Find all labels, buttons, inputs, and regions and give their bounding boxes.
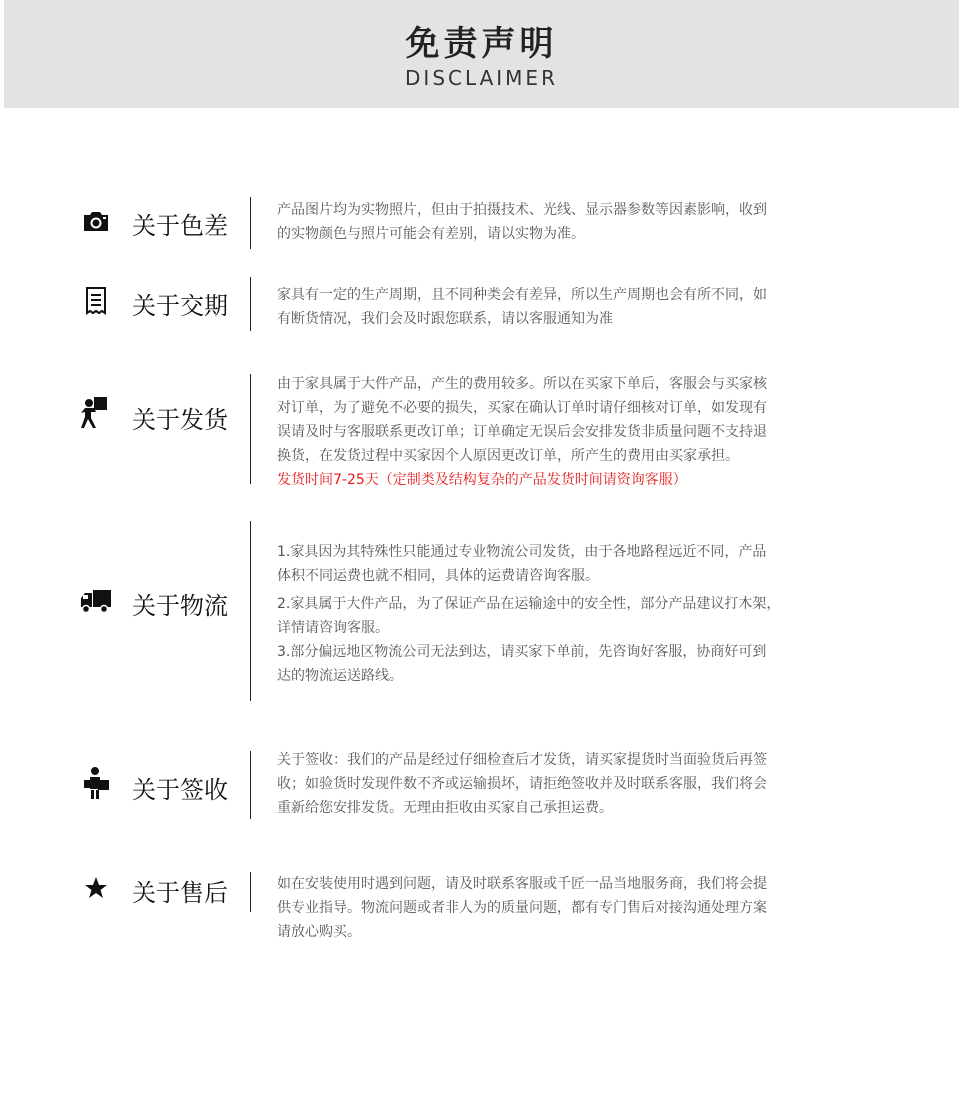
section-label: 关于签收	[132, 776, 228, 804]
truck-icon	[78, 583, 114, 619]
section-text	[277, 872, 877, 944]
text-line: 有断货情况，我们会及时跟您联系，请以客服通知为准	[277, 311, 613, 327]
text-line: 对订单，为了避免不必要的损失，买家在确认订单时请仔细核对订单，如发现有	[277, 400, 767, 416]
section-text	[277, 372, 877, 492]
text-line: 供专业指导。物流问题或者非人为的质量问题，都有专门售后对接沟通处理方案	[277, 900, 767, 916]
text-line: 由于家具属于大件产品，产生的费用较多。所以在买家下单后，客服会与买家核	[277, 376, 767, 392]
section-divider	[250, 751, 251, 819]
logistics-item	[277, 592, 887, 640]
shipping-time-note: 发货时间7-25天（定制类及结构复杂的产品发货时间请资询客服）	[277, 472, 687, 488]
delivery-person-icon	[78, 396, 114, 432]
text-line: 换货，在发货过程中买家因个人原因更改订单，所产生的费用由买家承担。	[277, 448, 739, 464]
text-line: 3.部分偏远地区物流公司无法到达，请买家下单前，先咨询好客服，协商好可到	[277, 644, 767, 660]
section-label: 关于色差	[132, 212, 228, 240]
star-icon	[78, 870, 114, 906]
receipt-icon	[78, 283, 114, 319]
courier-box-icon	[78, 765, 114, 801]
section-divider	[250, 374, 251, 484]
section-label: 关于物流	[132, 592, 228, 620]
text-line: 的实物颜色与照片可能会有差别，请以实物为准。	[277, 226, 585, 242]
logistics-item	[277, 640, 887, 688]
section-text	[277, 198, 877, 246]
logistics-item	[277, 540, 887, 588]
text-line: 2.家具属于大件产品，为了保证产品在运输途中的安全性，部分产品建议打木架，	[277, 596, 781, 612]
page-title: 免责声明	[405, 24, 558, 64]
text-line: 1.家具因为其特殊性只能通过专业物流公司发货，由于各地路程远近不同，产品	[277, 544, 767, 560]
section-text	[277, 540, 887, 688]
section-divider	[250, 521, 251, 701]
text-line: 重新给您安排发货。无理由拒收由买家自己承担运费。	[277, 800, 613, 816]
text-line: 体积不同运费也就不相同，具体的运费请咨询客服。	[277, 568, 599, 584]
section-divider	[250, 872, 251, 912]
section-label: 关于交期	[132, 292, 228, 320]
header-banner	[4, 0, 959, 108]
text-line: 详情请咨询客服。	[277, 620, 389, 636]
section-text	[277, 748, 877, 820]
camera-icon	[78, 203, 114, 239]
section-divider	[250, 197, 251, 249]
section-label: 关于发货	[132, 406, 228, 434]
page-subtitle: DISCLAIMER	[405, 66, 558, 90]
section-label: 关于售后	[132, 879, 228, 907]
section-divider	[250, 277, 251, 331]
text-line: 收；如验货时发现件数不齐或运输损坏，请拒绝签收并及时联系客服，我们将会	[277, 776, 767, 792]
text-line: 如在安装使用时遇到问题，请及时联系客服或千匠一品当地服务商，我们将会提	[277, 876, 767, 892]
text-line: 家具有一定的生产周期，且不同种类会有差异，所以生产周期也会有所不同，如	[277, 287, 767, 303]
text-line: 产品图片均为实物照片，但由于拍摄技术、光线、显示器参数等因素影响，收到	[277, 202, 767, 218]
text-line: 误请及时与客服联系更改订单；订单确定无误后会安排发货非质量问题不支持退	[277, 424, 767, 440]
text-line: 请放心购买。	[277, 924, 361, 940]
text-line: 关于签收：我们的产品是经过仔细检查后才发货，请买家提货时当面验货后再签	[277, 752, 767, 768]
text-line: 达的物流运送路线。	[277, 668, 403, 684]
section-text	[277, 283, 877, 331]
